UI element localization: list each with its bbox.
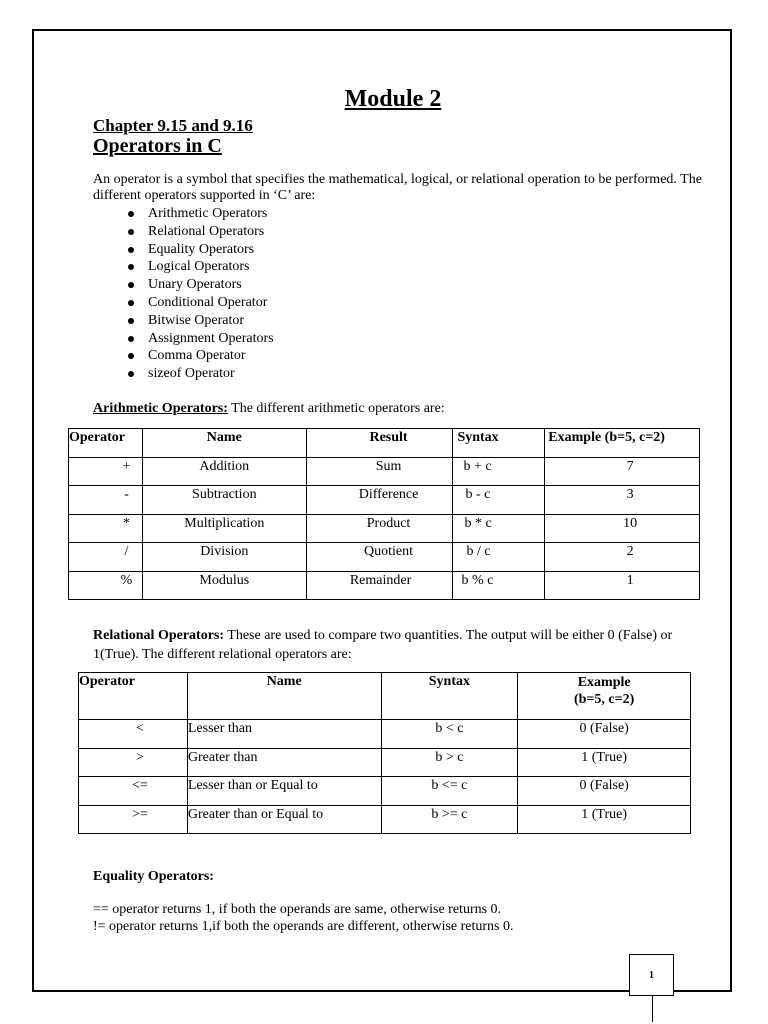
table-cell: Quotient bbox=[306, 543, 453, 572]
table-cell: b % c bbox=[453, 571, 545, 600]
list-item: Unary Operators bbox=[128, 276, 274, 294]
table-cell: Multiplication bbox=[142, 514, 306, 543]
equality-heading-text: Equality Operators: bbox=[93, 869, 214, 884]
table-cell: 0 (False) bbox=[518, 720, 691, 749]
column-header: Name bbox=[142, 429, 306, 458]
table-cell: b >= c bbox=[381, 805, 518, 834]
table-cell: Sum bbox=[306, 457, 453, 486]
table-cell: Product bbox=[306, 514, 453, 543]
table-cell: % bbox=[69, 571, 143, 600]
relational-intro bbox=[93, 626, 673, 664]
list-item: Bitwise Operator bbox=[128, 312, 274, 330]
column-header-sub: (b=5, c=2) bbox=[573, 692, 635, 707]
table-row bbox=[79, 805, 691, 834]
topic-heading: Operators in C bbox=[93, 135, 222, 157]
column-header: Name bbox=[187, 673, 381, 720]
column-header: Operator bbox=[79, 673, 188, 720]
list-item: Equality Operators bbox=[128, 241, 274, 259]
table-cell: / bbox=[69, 543, 143, 572]
page-number-line bbox=[652, 996, 653, 1022]
table-row bbox=[79, 748, 691, 777]
table-cell: Remainder bbox=[306, 571, 453, 600]
page-number: 1 bbox=[629, 954, 674, 996]
list-item: Relational Operators bbox=[128, 223, 274, 241]
table-cell: 3 bbox=[545, 486, 700, 515]
table-cell: 0 (False) bbox=[518, 777, 691, 806]
column-header: Example (b=5, c=2) bbox=[545, 429, 700, 458]
table-cell: 2 bbox=[545, 543, 700, 572]
table-row bbox=[69, 571, 700, 600]
table-row bbox=[69, 514, 700, 543]
table-cell: - bbox=[69, 486, 143, 515]
page-title: Module 2 bbox=[344, 86, 442, 112]
arithmetic-intro bbox=[93, 399, 713, 418]
table-cell: < bbox=[79, 720, 188, 749]
table-cell: Lesser than bbox=[187, 720, 381, 749]
table-cell: Greater than or Equal to bbox=[187, 805, 381, 834]
table-row bbox=[69, 457, 700, 486]
table-cell: Lesser than or Equal to bbox=[187, 777, 381, 806]
table-cell: 1 bbox=[545, 571, 700, 600]
table-row bbox=[69, 486, 700, 515]
table-cell: Addition bbox=[142, 457, 306, 486]
table-cell: b + c bbox=[453, 457, 545, 486]
table-row bbox=[79, 777, 691, 806]
table-cell: 1 (True) bbox=[518, 805, 691, 834]
table-cell: >= bbox=[79, 805, 188, 834]
table-cell: * bbox=[69, 514, 143, 543]
table-cell: Division bbox=[142, 543, 306, 572]
relational-heading: Relational Operators: bbox=[93, 628, 225, 643]
table-cell: > bbox=[79, 748, 188, 777]
equality-heading bbox=[93, 867, 214, 886]
table-cell: 10 bbox=[545, 514, 700, 543]
list-item: sizeof Operator bbox=[128, 365, 274, 383]
column-header: Operator bbox=[69, 429, 143, 458]
list-item: Arithmetic Operators bbox=[128, 205, 274, 223]
table-cell: <= bbox=[79, 777, 188, 806]
column-header: Syntax bbox=[453, 429, 545, 458]
column-header: Example bbox=[577, 675, 631, 690]
relational-table bbox=[78, 672, 691, 834]
arithmetic-table bbox=[68, 428, 700, 600]
column-header-example bbox=[518, 673, 691, 720]
relational-text: These are used to compare two quantities. The output will be either 0 (False) or 1(True). The different relational operators are: bbox=[93, 628, 673, 662]
table-cell: Modulus bbox=[142, 571, 306, 600]
intro-paragraph: An operator is a symbol that specifies the mathematical, logical, or relational operation to be performed. The different operators supported in ‘C’ are: bbox=[93, 172, 702, 203]
table-cell: Subtraction bbox=[142, 486, 306, 515]
equality-text bbox=[93, 901, 514, 935]
table-header-row bbox=[79, 673, 691, 720]
chapter-heading: Chapter 9.15 and 9.16 bbox=[93, 116, 253, 135]
column-header: Syntax bbox=[381, 673, 518, 720]
list-item: Conditional Operator bbox=[128, 294, 274, 312]
table-cell: b < c bbox=[381, 720, 518, 749]
list-item: Comma Operator bbox=[128, 347, 274, 365]
operator-list bbox=[128, 205, 274, 383]
table-cell: b - c bbox=[453, 486, 545, 515]
table-cell: 7 bbox=[545, 457, 700, 486]
arithmetic-heading: Arithmetic Operators: bbox=[93, 401, 228, 416]
table-cell: Difference bbox=[306, 486, 453, 515]
column-header: Result bbox=[306, 429, 453, 458]
table-cell: b > c bbox=[381, 748, 518, 777]
table-cell: b <= c bbox=[381, 777, 518, 806]
table-row bbox=[79, 720, 691, 749]
arithmetic-text: The different arithmetic operators are: bbox=[227, 401, 445, 416]
list-item: Assignment Operators bbox=[128, 330, 274, 348]
equality-line: == operator returns 1, if both the operands are same, otherwise returns 0. bbox=[93, 902, 502, 917]
table-cell: b / c bbox=[453, 543, 545, 572]
list-item: Logical Operators bbox=[128, 258, 274, 276]
table-cell: b * c bbox=[453, 514, 545, 543]
table-header-row bbox=[69, 429, 700, 458]
table-cell: Greater than bbox=[187, 748, 381, 777]
equality-line: != operator returns 1,if both the operands are different, otherwise returns 0. bbox=[93, 919, 514, 934]
table-cell: 1 (True) bbox=[518, 748, 691, 777]
table-row bbox=[69, 543, 700, 572]
table-cell: + bbox=[69, 457, 143, 486]
